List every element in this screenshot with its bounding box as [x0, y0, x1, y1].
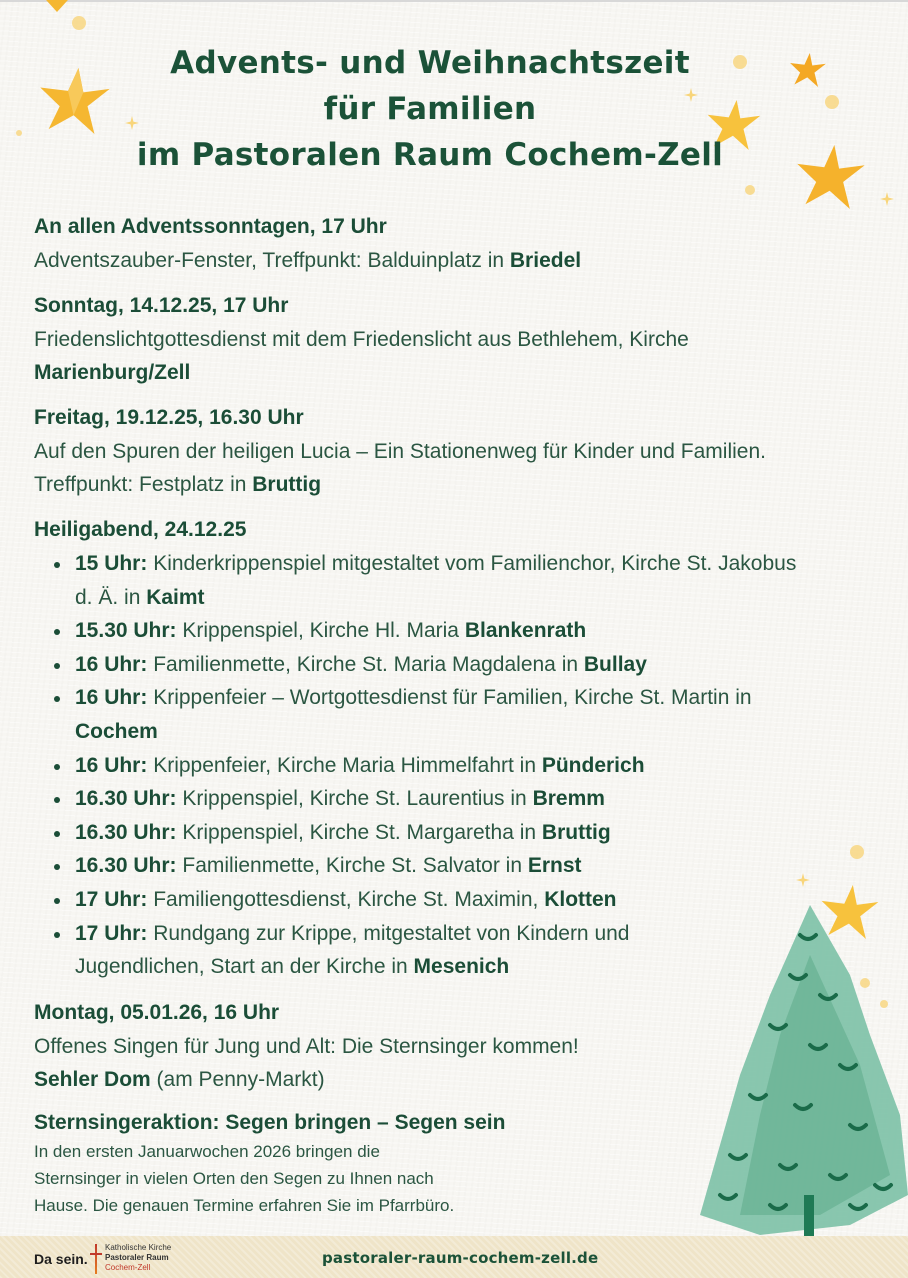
slogan: Da sein. [34, 1251, 88, 1267]
item-text: Krippenspiel, Kirche St. Laurentius in [176, 787, 533, 811]
item-location: Bullay [583, 652, 647, 676]
org-line-2: Pastoraler Raum [105, 1253, 169, 1262]
item-text: Rundgang zur Krippe, mitgestaltet von Kindern und Jugendlichen, Start an der Kirche in [75, 921, 630, 979]
item-location: Bremm [532, 787, 605, 811]
sternsinger-heading: Sternsingeraktion: Segen bringen – Segen sein [34, 1110, 506, 1134]
item-time: 16 Uhr: [75, 652, 148, 676]
item-text: Krippenfeier, Kirche Maria Himmelfahrt in [147, 753, 542, 777]
event-friedenslicht [34, 289, 834, 389]
event-description [34, 244, 834, 277]
dot-decoration [745, 185, 755, 195]
list-item [52, 849, 834, 883]
organization-logo [105, 1243, 171, 1273]
list-item [52, 782, 834, 816]
event-description [34, 323, 834, 389]
event-location: Marienburg/Zell [34, 361, 191, 384]
item-time: 15.30 Uhr: [75, 619, 177, 643]
item-location: Mesenich [413, 955, 510, 979]
event-christmas-eve [34, 513, 834, 984]
event-text: Offenes Singen für Jung und Alt: Die Sternsinger kommen! [34, 1034, 579, 1058]
page-title [60, 40, 800, 178]
event-description [34, 435, 824, 501]
event-location: Sehler Dom [34, 1067, 151, 1091]
sternsinger-line-2: Sternsinger in vielen Orten den Segen zu Ihnen nach [34, 1168, 434, 1188]
list-item [52, 917, 755, 984]
item-text: Familiengottesdienst, Kirche St. Maximin, [147, 887, 545, 911]
list-item [52, 547, 815, 614]
event-location: Briedel [509, 249, 582, 272]
event-heading: An allen Adventssonntagen, 17 Uhr [34, 215, 387, 238]
item-time: 16 Uhr: [75, 686, 148, 710]
item-text: Kinderkrippenspiel mitgestaltet vom Familienchor, Kirche St. Jakobus d. Ä. in [75, 552, 797, 609]
event-heading: Sonntag, 14.12.25, 17 Uhr [34, 294, 289, 317]
sternsinger-line-1: In den ersten Januarwochen 2026 bringen die [34, 1141, 380, 1161]
title-line-2: für Familien [323, 91, 537, 127]
list-item [52, 883, 834, 917]
item-location: Blankenrath [464, 619, 587, 643]
star-icon [46, 0, 68, 12]
list-item [52, 614, 834, 648]
item-location: Cochem [75, 719, 158, 743]
title-line-3: im Pastoralen Raum Cochem-Zell [136, 137, 724, 173]
sparkle-icon [880, 192, 894, 206]
item-location: Klotten [544, 887, 617, 911]
item-time: 16.30 Uhr: [75, 787, 177, 811]
event-heading: Freitag, 19.12.25, 16.30 Uhr [34, 406, 304, 429]
event-lucia [34, 401, 834, 501]
list-item [52, 648, 834, 682]
event-advent-sundays [34, 210, 834, 277]
item-text: Krippenspiel, Kirche St. Margaretha in [176, 820, 542, 844]
sternsinger-section [34, 1108, 834, 1219]
title-line-1: Advents- und Weihnachtszeit [170, 45, 690, 81]
event-description [34, 1030, 594, 1096]
item-location: Ernst [527, 854, 582, 878]
event-text: Adventszauber-Fenster, Treffpunkt: Balduinplatz in [34, 249, 510, 272]
item-text: Familienmette, Kirche St. Maria Magdalena in [147, 652, 584, 676]
item-location: Bruttig [541, 820, 611, 844]
item-location: Pünderich [541, 753, 645, 777]
item-text: Krippenspiel, Kirche Hl. Maria [176, 619, 465, 643]
item-time: 15 Uhr: [75, 552, 148, 575]
org-line-3: Cochem-Zell [105, 1263, 151, 1272]
item-time: 16.30 Uhr: [75, 854, 177, 878]
dot-decoration [72, 16, 86, 30]
cross-logo-icon [90, 1244, 102, 1274]
top-border [0, 0, 908, 2]
list-item [52, 816, 834, 850]
event-location: Bruttig [252, 473, 322, 496]
event-heading: Heiligabend, 24.12.25 [34, 518, 247, 541]
dot-decoration [16, 130, 22, 136]
org-line-1: Katholische Kirche [105, 1243, 172, 1252]
event-monday-singing [34, 996, 834, 1096]
list-item [52, 681, 815, 748]
list-item [52, 749, 834, 783]
item-location: Kaimt [146, 585, 205, 609]
event-list [34, 210, 834, 1231]
event-text: Friedenslichtgottesdienst mit dem Friedenslicht aus Bethlehem, Kirche [34, 328, 689, 351]
item-time: 16.30 Uhr: [75, 820, 177, 844]
item-time: 17 Uhr: [75, 887, 148, 911]
dot-decoration [825, 95, 839, 109]
christmas-eve-list [34, 547, 834, 984]
sternsinger-line-3: Hause. Die genauen Termine erfahren Sie im Pfarrbüro. [34, 1195, 455, 1215]
event-text: Auf den Spuren der heiligen Lucia – Ein Stationenweg für Kinder und Familien. Treffpunkt: Festplatz in [34, 440, 766, 496]
website-link[interactable]: pastoraler-raum-cochem-zell.de [322, 1249, 599, 1267]
item-time: 17 Uhr: [75, 921, 148, 945]
item-text: Krippenfeier – Wortgottesdienst für Familien, Kirche St. Martin in [147, 686, 752, 710]
event-heading: Montag, 05.01.26, 16 Uhr [34, 1000, 280, 1024]
dot-decoration [850, 845, 864, 859]
event-text-suffix: (am Penny-Markt) [150, 1067, 325, 1091]
item-text: Familienmette, Kirche St. Salvator in [176, 854, 528, 878]
item-time: 16 Uhr: [75, 753, 148, 777]
star-icon [797, 145, 865, 209]
